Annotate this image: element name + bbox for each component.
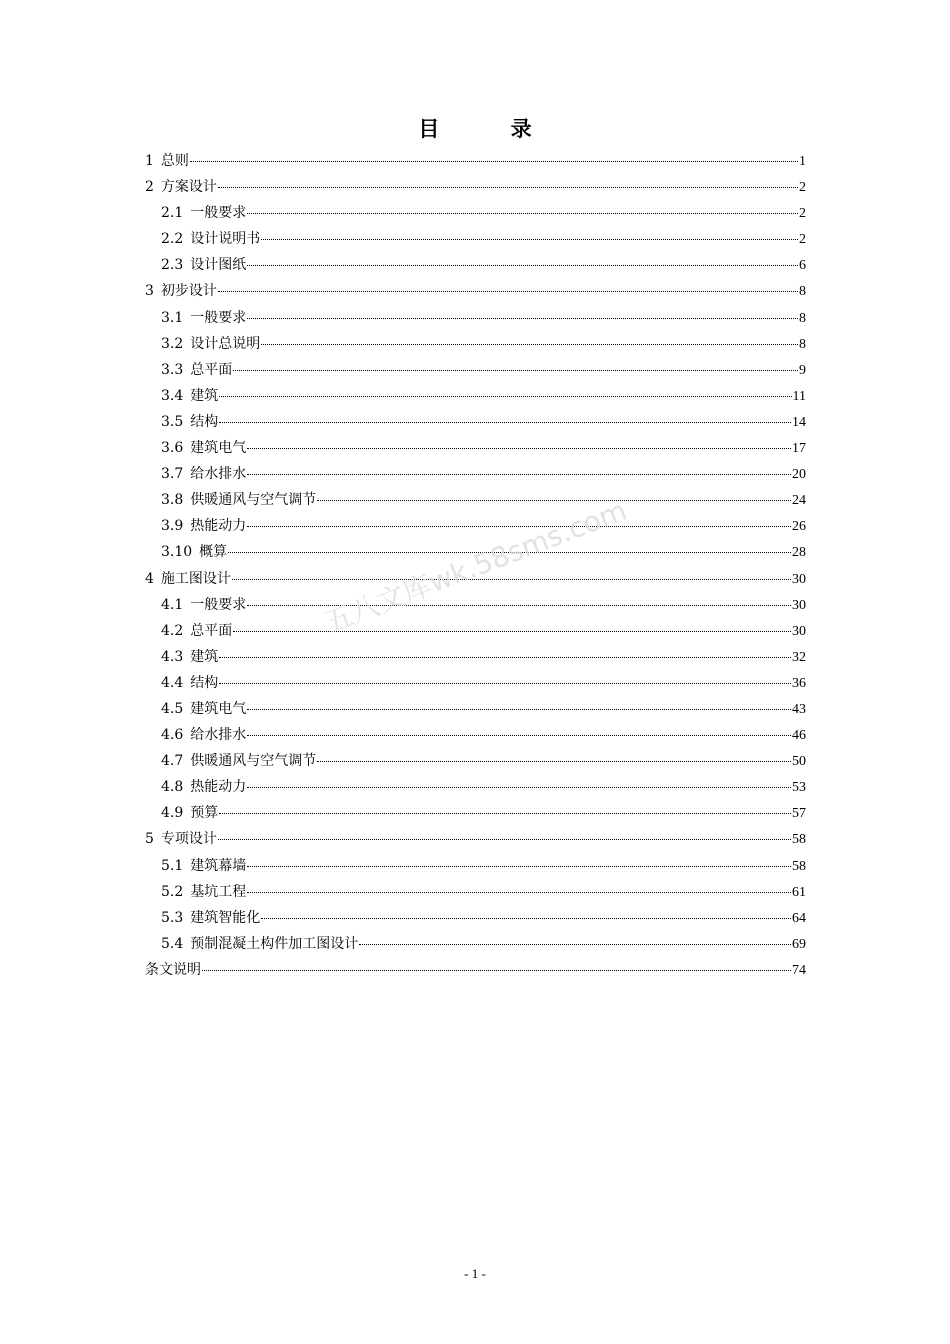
toc-entry-page: 24 [792, 493, 806, 509]
toc-entry-text: 建筑智能化 [190, 909, 261, 926]
watermark: 五八文库wk.58sms.com [319, 493, 632, 640]
toc-entry-number: 3.7 [161, 466, 184, 483]
toc-entry-text: 总平面 [190, 361, 233, 378]
toc-entry-page: 17 [792, 441, 806, 457]
toc-entry[interactable] [145, 357, 806, 383]
toc-entry-page: 30 [792, 623, 806, 639]
toc-entry-label [161, 592, 246, 618]
toc-entry-label [161, 748, 316, 774]
toc-entry-number: 5.3 [161, 909, 184, 926]
toc-entry-page: 2 [799, 206, 806, 222]
toc-entry-page: 58 [792, 858, 806, 874]
toc-entry-text: 结构 [190, 674, 219, 691]
toc-entry-page: 50 [792, 754, 806, 770]
toc-entry-label [161, 644, 218, 670]
toc-entry-page: 53 [792, 780, 806, 796]
toc-dot-leader [218, 838, 791, 840]
toc-dot-leader [359, 943, 791, 945]
toc-entry-number: 5.1 [161, 857, 184, 874]
toc-entry-label [161, 226, 260, 252]
toc-entry-label [161, 383, 218, 409]
toc-entry-text: 一般要求 [190, 205, 247, 222]
toc-entry-number: 4.3 [161, 648, 184, 665]
toc-entry[interactable] [145, 278, 806, 304]
toc-entry-label [161, 513, 246, 539]
toc-entry-text: 建筑电气 [190, 700, 247, 717]
toc-entry[interactable] [145, 957, 806, 983]
toc-entry-text: 热能动力 [190, 518, 247, 535]
toc-dot-leader [247, 473, 791, 475]
toc-entry-page: 8 [799, 284, 806, 300]
toc-dot-leader [190, 160, 798, 162]
toc-entry-text: 一般要求 [190, 596, 247, 613]
toc-entry-text: 建筑 [190, 387, 219, 404]
toc-dot-leader [219, 682, 791, 684]
toc-entry-number: 3.10 [161, 544, 193, 561]
toc-entry-page: 14 [792, 414, 806, 430]
toc-entry-label [145, 566, 231, 592]
toc-entry-number: 2.2 [161, 231, 184, 248]
toc-dot-leader [233, 369, 798, 371]
toc-entry[interactable] [145, 435, 806, 461]
toc-entry-number: 4.2 [161, 622, 184, 639]
page-title: 目 录 [418, 117, 564, 141]
toc-entry-page: 1 [799, 154, 806, 169]
toc-entry-number: 3.6 [161, 440, 184, 457]
toc-entry[interactable] [145, 461, 806, 487]
toc-entry-label [161, 774, 246, 800]
toc-entry-page: 61 [792, 884, 806, 900]
toc-entry-text: 给水排水 [190, 466, 247, 483]
toc-entry-label [161, 618, 232, 644]
toc-entry-label [145, 174, 217, 200]
toc-entry-label [161, 435, 246, 461]
toc-entry-label [161, 200, 246, 226]
toc-entry-number: 2.1 [161, 205, 184, 222]
toc-entry-number: 2 [145, 179, 154, 196]
toc-entry-page: 57 [792, 806, 806, 822]
toc-dot-leader [247, 891, 791, 893]
toc-dot-leader [247, 865, 791, 867]
toc-dot-leader [247, 447, 791, 449]
toc-entry-text: 预制混凝土构件加工图设计 [190, 935, 359, 952]
toc-entry-text: 基坑工程 [190, 883, 247, 900]
toc-entry-text: 概算 [199, 544, 228, 561]
toc-entry-text: 设计总说明 [190, 335, 261, 352]
toc-entry[interactable] [145, 905, 806, 931]
toc-entry-number: 3.5 [161, 413, 184, 430]
toc-entry[interactable] [145, 383, 806, 409]
toc-entry-text: 设计说明书 [190, 231, 261, 248]
toc-entry[interactable] [145, 931, 806, 957]
toc-entry-text: 条文说明 [145, 961, 201, 978]
toc-entry-number: 3.2 [161, 335, 184, 352]
toc-dot-leader [218, 290, 798, 292]
toc-entry-page: 20 [792, 467, 806, 483]
toc-entry[interactable] [145, 748, 806, 774]
toc-entry[interactable] [145, 826, 806, 852]
toc-entry-page: 6 [799, 258, 806, 274]
toc-dot-leader [219, 395, 791, 397]
toc-entry-text: 建筑 [190, 648, 219, 665]
toc-entry[interactable] [145, 618, 806, 644]
toc-entry-page: 2 [799, 232, 806, 248]
toc-entry-page: 26 [792, 519, 806, 535]
toc-dot-leader [233, 630, 791, 632]
toc-entry[interactable] [145, 226, 806, 252]
toc-entry-label [145, 957, 201, 983]
toc-entry-label [161, 722, 246, 748]
toc-entry-text: 给水排水 [190, 727, 247, 744]
toc-entry-text: 一般要求 [190, 309, 247, 326]
toc-dot-leader [261, 343, 798, 345]
toc-dot-leader [261, 917, 791, 919]
toc-entry-page: 11 [792, 388, 806, 404]
toc-entry[interactable] [145, 670, 806, 696]
toc-entry-number: 4.8 [161, 779, 184, 796]
toc-entry-text: 设计图纸 [190, 257, 247, 274]
toc-entry[interactable] [145, 696, 806, 722]
toc-dot-leader [247, 317, 798, 319]
toc-entry-number: 3 [145, 283, 154, 300]
toc-entry-page: 69 [792, 936, 806, 952]
toc-entry-label [161, 409, 218, 435]
toc-entry-label [161, 800, 218, 826]
toc-entry-page: 43 [792, 701, 806, 717]
toc-entry-label [161, 905, 260, 931]
toc-entry[interactable] [145, 774, 806, 800]
toc-entry-text: 供暖通风与空气调节 [190, 492, 317, 509]
toc-entry[interactable] [145, 800, 806, 826]
toc-entry-number: 4 [145, 570, 154, 587]
toc-dot-leader [218, 186, 798, 188]
toc-entry-label [161, 357, 232, 383]
toc-entry-label [145, 278, 217, 304]
toc-entry-label [145, 826, 217, 852]
toc-entry-text: 总平面 [190, 622, 233, 639]
toc-entry-text: 供暖通风与空气调节 [190, 753, 317, 770]
toc-entry[interactable] [145, 644, 806, 670]
toc-entry-number: 4.1 [161, 596, 184, 613]
toc-entry-label [161, 461, 246, 487]
toc-entry-page: 28 [792, 545, 806, 561]
toc-entry[interactable] [145, 252, 806, 278]
toc-entry-label [161, 331, 260, 357]
toc-entry-number: 1 [145, 153, 154, 169]
toc-entry[interactable] [145, 592, 806, 618]
toc-entry-page: 30 [792, 597, 806, 613]
toc-entry-page: 58 [792, 832, 806, 848]
toc-entry-page: 30 [792, 571, 806, 587]
toc-entry-text: 初步设计 [160, 283, 217, 300]
toc-entry[interactable] [145, 722, 806, 748]
toc-entry-label [161, 539, 227, 565]
toc-dot-leader [261, 238, 798, 240]
toc-dot-leader [247, 734, 791, 736]
toc-entry-text: 热能动力 [190, 779, 247, 796]
toc-entry-label [161, 670, 218, 696]
page-number: - 1 - [464, 1266, 486, 1281]
toc-dot-leader [317, 499, 791, 501]
toc-entry-number: 4.5 [161, 700, 184, 717]
toc-entry[interactable] [145, 879, 806, 905]
toc-entry-label [161, 487, 316, 513]
toc-entry-number: 4.7 [161, 753, 184, 770]
toc-entry-page: 9 [799, 362, 806, 378]
toc-dot-leader [219, 812, 791, 814]
toc-dot-leader [247, 708, 791, 710]
toc-entry-page: 2 [799, 180, 806, 196]
toc-entry-text: 建筑电气 [190, 440, 247, 457]
toc-entry[interactable] [145, 409, 806, 435]
toc-entry[interactable] [145, 331, 806, 357]
toc-entry-number: 3.1 [161, 309, 184, 326]
toc-entry-number: 3.8 [161, 492, 184, 509]
toc-entry[interactable] [145, 513, 806, 539]
toc-entry[interactable] [145, 487, 806, 513]
toc-entry-number: 4.6 [161, 727, 184, 744]
toc-dot-leader [247, 212, 798, 214]
toc-entry-page: 74 [792, 962, 806, 978]
toc-entry-text: 总则 [160, 153, 189, 169]
toc-entry-text: 方案设计 [160, 179, 217, 196]
toc-entry[interactable] [145, 305, 806, 331]
toc-entry-page: 8 [799, 310, 806, 326]
toc-entry-number: 3.3 [161, 361, 184, 378]
toc-entry-page: 8 [799, 336, 806, 352]
toc-dot-leader [219, 421, 791, 423]
toc-dot-leader [232, 578, 791, 580]
toc-entry[interactable] [145, 174, 806, 200]
toc-entry-text: 结构 [190, 413, 219, 430]
toc-dot-leader [219, 656, 791, 658]
toc-entry-number: 4.9 [161, 805, 184, 822]
toc-entry-label [161, 853, 246, 879]
toc-entry-number: 4.4 [161, 674, 184, 691]
toc-entry-number: 5.4 [161, 935, 184, 952]
toc-entry-number: 2.3 [161, 257, 184, 274]
toc-dot-leader [247, 786, 791, 788]
toc-entry-label [161, 696, 246, 722]
toc-entry-label [161, 305, 246, 331]
toc-entry-text: 专项设计 [160, 831, 217, 848]
toc-dot-leader [317, 760, 791, 762]
toc-entry-page: 64 [792, 910, 806, 926]
toc-entry-page: 46 [792, 728, 806, 744]
toc-entry-text: 建筑幕墙 [190, 857, 247, 874]
toc-entry-label [145, 148, 189, 174]
toc-entry[interactable] [145, 200, 806, 226]
toc-entry-page: 32 [792, 649, 806, 665]
toc-dot-leader [202, 969, 791, 971]
toc-dot-leader [247, 264, 798, 266]
toc-entry-number: 5.2 [161, 883, 184, 900]
toc-entry-number: 3.9 [161, 518, 184, 535]
toc-entry[interactable] [145, 853, 806, 879]
toc-entry-page: 36 [792, 675, 806, 691]
toc-entry-text: 预算 [190, 805, 219, 822]
toc-entry[interactable] [145, 148, 806, 174]
toc-entry-text: 施工图设计 [160, 570, 231, 587]
toc-entry-number: 3.4 [161, 387, 184, 404]
toc-entry-label [161, 931, 358, 957]
toc-entry-label [161, 879, 246, 905]
toc-entry-number: 5 [145, 831, 154, 848]
toc-entry-label [161, 252, 246, 278]
